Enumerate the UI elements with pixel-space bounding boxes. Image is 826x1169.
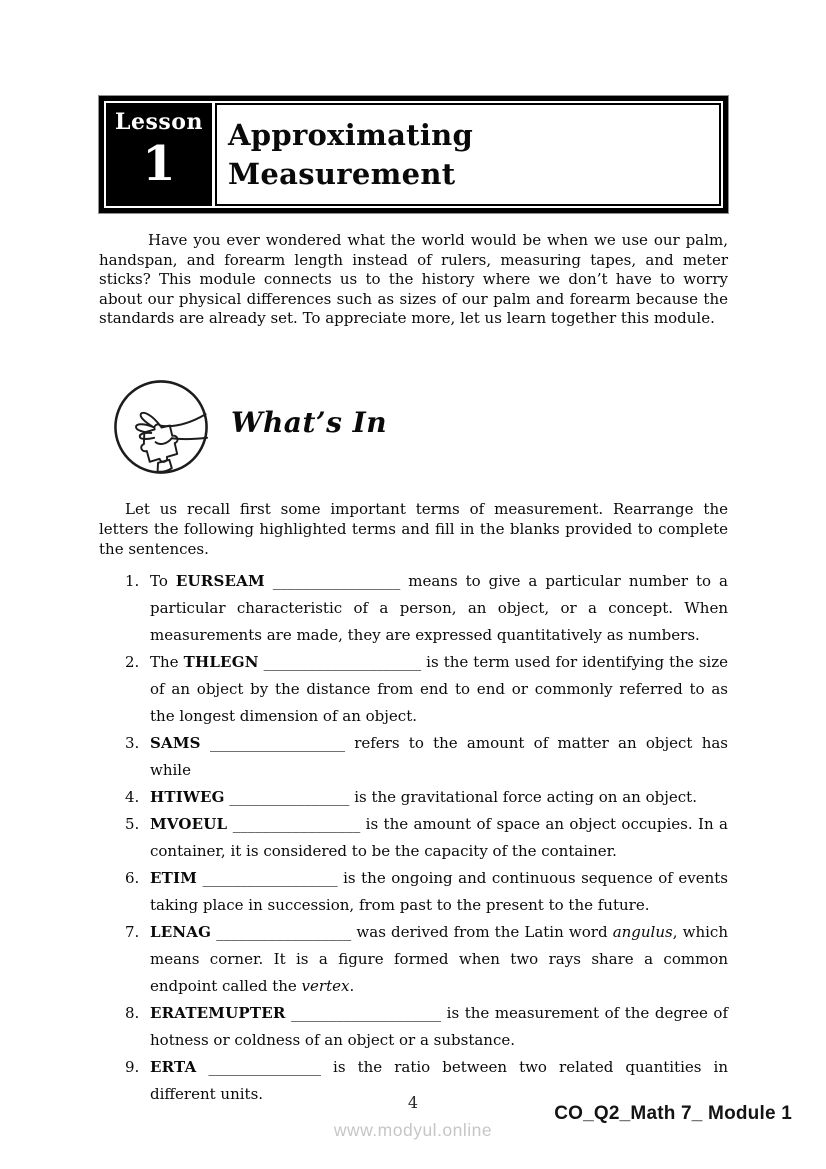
item-text: . <box>349 976 355 995</box>
scrambled-term: ETIM <box>150 868 198 887</box>
item-number: 2. <box>125 652 140 671</box>
item-text: refers to the amount of matter an object has while <box>150 733 728 779</box>
lesson-title-line2: Measurement <box>228 156 456 191</box>
item-text: is the measurement of the degree of hotness or coldness of an object or a substance. <box>150 1003 728 1049</box>
scrambled-term: SAMS <box>150 733 201 752</box>
scrambled-term: EURSEAM <box>175 571 265 590</box>
item-number: 4. <box>125 787 140 806</box>
answer-blank: __________________ <box>197 868 338 887</box>
lesson-badge <box>106 103 212 206</box>
answer-blank: _______________ <box>196 1057 321 1076</box>
item-text: is the ratio between two related quantities in different units. <box>150 1057 728 1103</box>
item-text: means to give a particular number to a particular characteristic of a person, an object, or a concept. When measurements are made, they are expressed quantitatively as numbers. <box>150 571 728 644</box>
item-number: 8. <box>125 1003 140 1022</box>
activity-item-5 <box>99 811 728 865</box>
item-number: 1. <box>125 571 140 590</box>
item-text: was derived from the Latin word <box>351 922 613 941</box>
item-text: To <box>150 571 176 590</box>
item-text: The <box>150 652 184 671</box>
item-text: is the term used for identifying the size of an object by the distance from end to end or commonly referred to as the longest dimension of an object. <box>150 652 728 725</box>
answer-blank: __________________ <box>200 733 345 752</box>
activity-item-1 <box>99 568 728 649</box>
lesson-label: Lesson <box>115 109 203 135</box>
item-number: 3. <box>125 733 140 752</box>
activity-item-2 <box>99 649 728 730</box>
module-code: CO_Q2_Math 7_ Module 1 <box>554 1103 792 1124</box>
section-heading: What’s In <box>231 406 388 439</box>
scrambled-term: MVOEUL <box>150 814 228 833</box>
item-number: 9. <box>125 1057 140 1076</box>
scrambled-term: ERATEMUPTER <box>150 1003 286 1022</box>
activity-list <box>99 568 728 1108</box>
item-text: is the amount of space an object occupies. In a container, it is considered to be the capacity of the container. <box>150 814 728 860</box>
answer-blank: ____________________ <box>285 1003 442 1022</box>
hand-puzzle-icon <box>112 378 210 476</box>
answer-blank: _____________________ <box>258 652 422 671</box>
activity-item-3 <box>99 730 728 784</box>
item-text: is the ongoing and continuous sequence of events taking place in succession, from past to the present to the future. <box>150 868 728 914</box>
item-number: 5. <box>125 814 140 833</box>
answer-blank: __________________ <box>211 922 352 941</box>
watermark: www.modyul.online <box>333 1120 493 1140</box>
scrambled-term: ERTA <box>150 1057 197 1076</box>
whats-in-section-header <box>112 378 728 476</box>
answer-blank: _________________ <box>264 571 401 590</box>
activity-item-7 <box>99 919 728 1000</box>
answer-blank: ________________ <box>224 787 350 806</box>
answer-blank: _________________ <box>227 814 361 833</box>
lesson-number: 1 <box>142 136 176 192</box>
activity-item-4 <box>99 784 728 811</box>
activity-item-6 <box>99 865 728 919</box>
activity-item-8 <box>99 1000 728 1054</box>
lesson-title-box <box>215 103 721 206</box>
scrambled-term: HTIWEG <box>150 787 225 806</box>
intro-paragraph: Have you ever wondered what the world would be when we use our palm, handspan, and forearm length instead of rulers, measuring tapes, and meter sticks? This module connects us to the history where we don’t have to worry about our physical differences such as sizes of our palm and forearm because the standards are already set. To appreciate more, let us learn together this module. <box>99 231 728 327</box>
item-text-italic: vertex <box>301 976 350 995</box>
item-text: , which means corner. It is a figure formed when two rays share a common endpoint called the <box>150 922 728 995</box>
instructions-paragraph: Let us recall first some important terms of measurement. Rearrange the letters the following highlighted terms and fill in the blanks provided to complete the sentences. <box>99 499 728 558</box>
scrambled-term: LENAG <box>150 922 212 941</box>
item-number: 6. <box>125 868 140 887</box>
item-text-italic: angulus <box>612 922 673 941</box>
page-number: 4 <box>407 1093 419 1112</box>
item-number: 7. <box>125 922 140 941</box>
scrambled-term: THLEGN <box>183 652 259 671</box>
lesson-title-line1: Approximating <box>228 117 474 152</box>
lesson-header <box>99 96 728 213</box>
item-text: is the gravitational force acting on an object. <box>349 787 697 806</box>
